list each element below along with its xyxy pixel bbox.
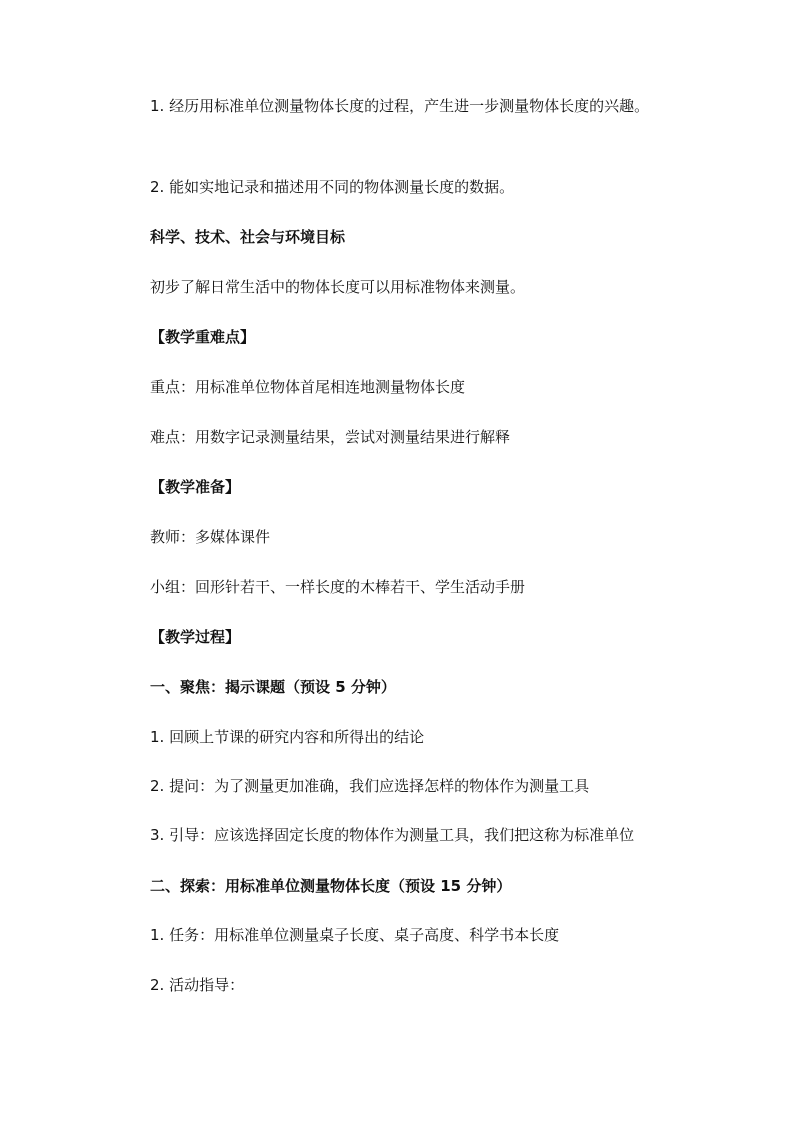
part1-item-1: 1. 回顾上节课的研究内容和所得出的结论 — [150, 728, 425, 746]
objective-item-2: 2. 能如实地记录和描述用不同的物体测量长度的数据。 — [150, 178, 515, 196]
key-point-focus: 重点：用标准单位物体首尾相连地测量物体长度 — [150, 378, 466, 396]
process-heading: 【教学过程】 — [150, 628, 241, 646]
preparation-teacher: 教师：多媒体课件 — [150, 528, 271, 546]
preparation-group: 小组：回形针若干、一样长度的木棒若干、学生活动手册 — [150, 578, 526, 596]
part2-item-2: 2. 活动指导： — [150, 976, 245, 994]
part1-item-2: 2. 提问：为了测量更加准确，我们应选择怎样的物体作为测量工具 — [150, 777, 590, 795]
preparation-heading: 【教学准备】 — [150, 478, 241, 496]
part2-item-1: 1. 任务：用标准单位测量桌子长度、桌子高度、科学书本长度 — [150, 926, 560, 944]
part1-heading: 一、聚焦：揭示课题（预设 5 分钟） — [150, 678, 396, 696]
part1-item-3: 3. 引导：应该选择固定长度的物体作为测量工具，我们把这称为标准单位 — [150, 826, 635, 844]
sts-heading: 科学、技术、社会与环境目标 — [150, 228, 346, 246]
key-point-difficulty: 难点：用数字记录测量结果，尝试对测量结果进行解释 — [150, 428, 511, 446]
key-points-heading: 【教学重难点】 — [150, 328, 256, 346]
sts-text: 初步了解日常生活中的物体长度可以用标准物体来测量。 — [150, 278, 526, 296]
objective-item-1: 1. 经历用标准单位测量物体长度的过程，产生进一步测量物体长度的兴趣。 — [150, 97, 650, 115]
part2-heading: 二、探索：用标准单位测量物体长度（预设 15 分钟） — [150, 877, 512, 895]
